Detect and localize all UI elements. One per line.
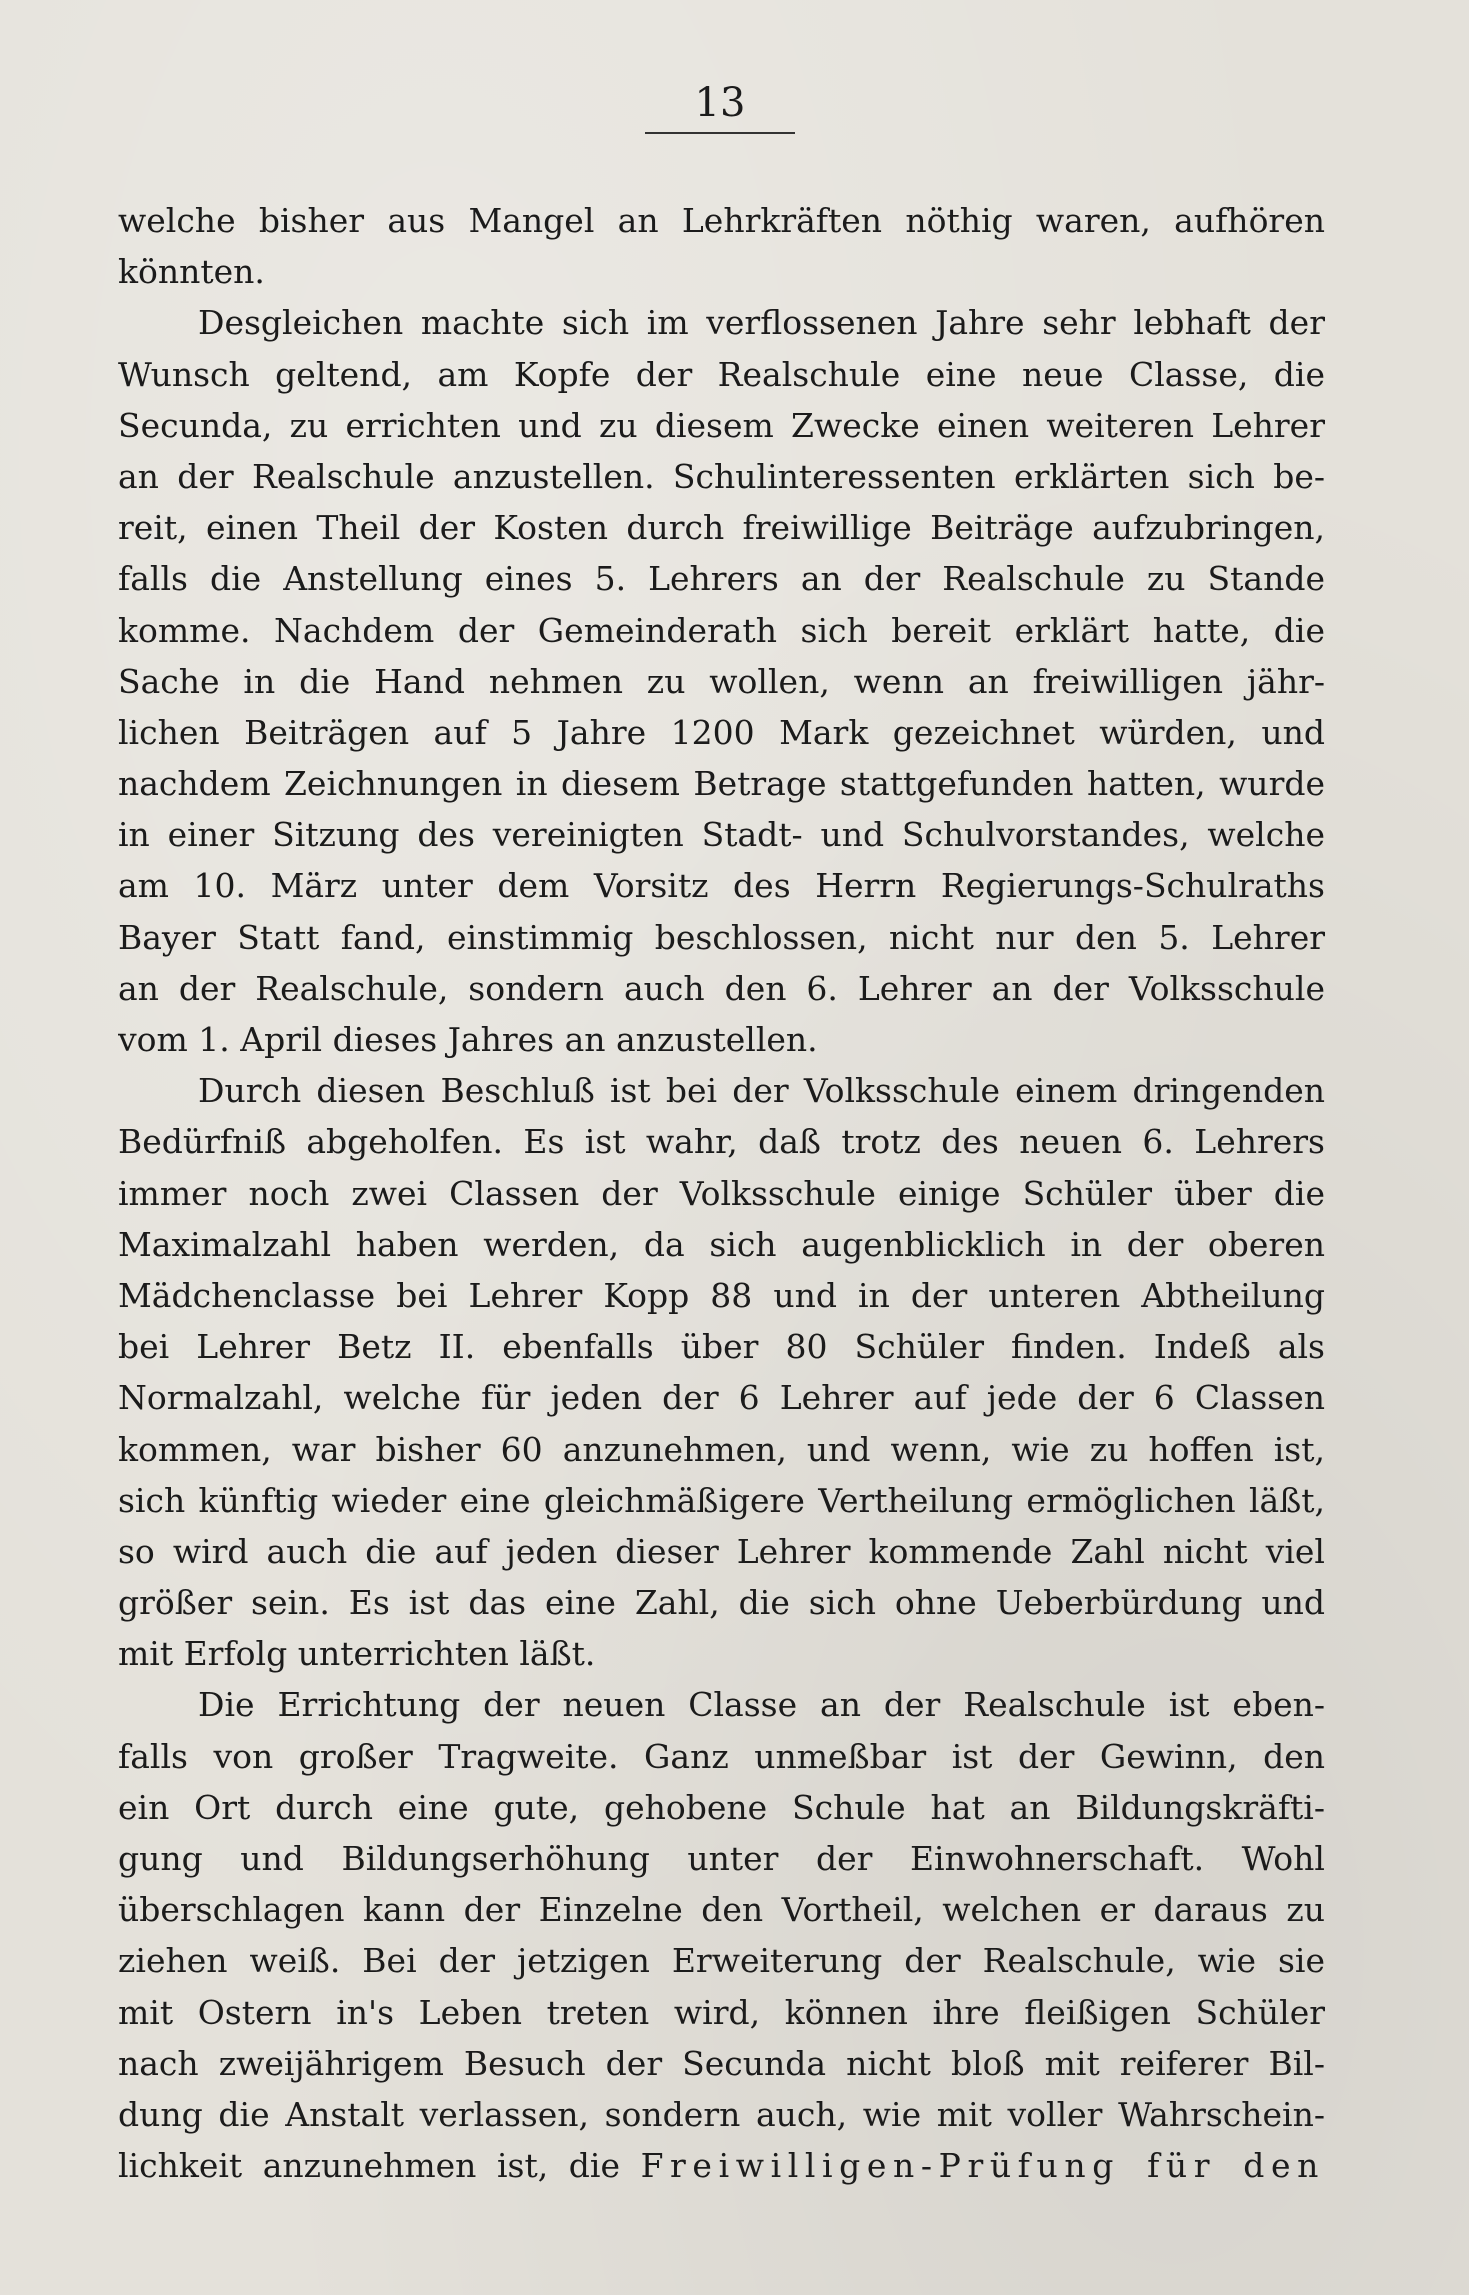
header-rule: [645, 132, 795, 134]
text-line: ein Ort durch eine gute, gehobene Schule hat an Bildungskräfti-: [118, 1787, 1325, 1827]
text-line: Normalzahl, welche für jeden der 6 Lehrer auf jede der 6 Classen: [118, 1378, 1325, 1418]
text-line: [118, 2140, 1325, 2191]
spaced-emphasis: Freiwilligen-Prüfung für den: [640, 2146, 1325, 2186]
text-line: Maximalzahl haben werden, da sich augenblicklich in der oberen: [118, 1224, 1325, 1264]
text-line: vom 1. April dieses Jahres an anzustellen.: [118, 1020, 818, 1059]
text-line: Desgleichen machte sich im verflossenen Jahre sehr lebhaft der: [198, 303, 1325, 343]
text-line: größer sein. Es ist das eine Zahl, die sich ohne Ueberbürdung und: [118, 1583, 1325, 1623]
text-line: überschlagen kann der Einzelne den Vortheil, welchen er daraus zu: [118, 1890, 1325, 1930]
text-line: ziehen weiß. Bei der jetzigen Erweiterung der Realschule, wie sie: [118, 1941, 1325, 1981]
body-text: [118, 195, 1325, 2191]
text-line: an der Realschule, sondern auch den 6. Lehrer an der Volksschule: [118, 968, 1325, 1008]
page-number: 13: [694, 80, 746, 126]
text-line: könnten.: [118, 252, 265, 292]
text-line-start: lichkeit anzunehmen ist, die: [118, 2146, 641, 2186]
text-line: nach zweijährigem Besuch der Secunda nicht bloß mit reiferer Bil-: [118, 2043, 1325, 2083]
text-line: welche bisher aus Mangel an Lehrkräften nöthig waren, aufhören: [118, 201, 1325, 240]
page-header: [640, 78, 800, 134]
text-line: dung die Anstalt verlassen, sondern auch, wie mit voller Wahrschein-: [118, 2094, 1325, 2134]
text-line: Die Errichtung der neuen Classe an der Realschule ist eben-: [198, 1685, 1325, 1725]
text-line: Wunsch geltend, am Kopfe der Realschule eine neue Classe, die: [118, 354, 1325, 394]
text-line: sich künftig wieder eine gleichmäßigere Vertheilung ermöglichen läßt,: [118, 1480, 1325, 1520]
text-line: falls die Anstellung eines 5. Lehrers an der Realschule zu Stande: [118, 559, 1325, 599]
text-line: Bedürfniß abgeholfen. Es ist wahr, daß trotz des neuen 6. Lehrers: [118, 1122, 1325, 1162]
text-line: an der Realschule anzustellen. Schulinteressenten erklärten sich be-: [118, 456, 1325, 496]
text-line: am 10. März unter dem Vorsitz des Herrn Regierungs-Schulraths: [118, 866, 1325, 906]
text-line: lichen Beiträgen auf 5 Jahre 1200 Mark gezeichnet würden, und: [118, 712, 1325, 752]
text-line: immer noch zwei Classen der Volksschule einige Schüler über die: [118, 1173, 1325, 1213]
text-line: bei Lehrer Betz II. ebenfalls über 80 Schüler finden. Indeß als: [118, 1327, 1325, 1367]
text-line: Mädchenclasse bei Lehrer Kopp 88 und in der unteren Abtheilung: [118, 1275, 1325, 1315]
text-line: komme. Nachdem der Gemeinderath sich bereit erklärt hatte, die: [118, 610, 1325, 650]
text-line: Secunda, zu errichten und zu diesem Zwecke einen weiteren Lehrer: [118, 405, 1325, 445]
text-line: gung und Bildungserhöhung unter der Einwohnerschaft. Wohl: [118, 1839, 1325, 1878]
text-line: so wird auch die auf jeden dieser Lehrer kommende Zahl nicht viel: [118, 1531, 1325, 1571]
text-line: Bayer Statt fand, einstimmig beschlossen, nicht nur den 5. Lehrer: [118, 917, 1325, 957]
text-line: kommen, war bisher 60 anzunehmen, und wenn, wie zu hoffen ist,: [118, 1429, 1325, 1469]
text-line: mit Ostern in's Leben treten wird, können ihre fleißigen Schüler: [118, 1992, 1325, 2032]
text-line: in einer Sitzung des vereinigten Stadt- und Schulvorstandes, welche: [118, 815, 1325, 855]
text-line: reit, einen Theil der Kosten durch freiwillige Beiträge aufzubringen,: [118, 508, 1325, 548]
text-line: mit Erfolg unterrichten läßt.: [118, 1634, 596, 1674]
text-line: nachdem Zeichnungen in diesem Betrage stattgefunden hatten, wurde: [118, 764, 1325, 804]
text-line: Sache in die Hand nehmen zu wollen, wenn an freiwilligen jähr-: [118, 661, 1325, 701]
text-line: falls von großer Tragweite. Ganz unmeßbar ist der Gewinn, den: [118, 1736, 1325, 1776]
text-line: Durch diesen Beschluß ist bei der Volksschule einem dringenden: [198, 1071, 1325, 1111]
